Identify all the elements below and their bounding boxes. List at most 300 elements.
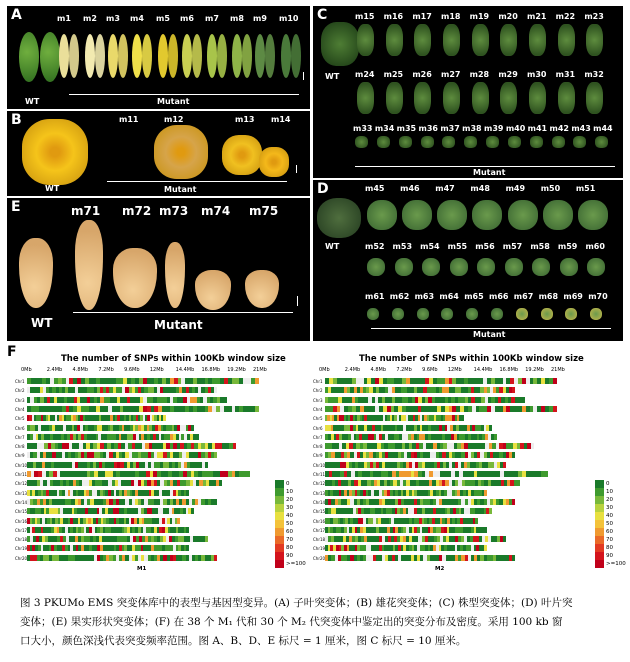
mutant-plant <box>552 136 565 148</box>
chromosome-label: Chr3 <box>15 397 25 403</box>
mutant-cotyledon <box>291 34 301 78</box>
mutant-cotyledon <box>207 34 217 78</box>
mutant-leaf <box>417 308 429 320</box>
legend-swatch <box>275 512 284 520</box>
mutant-leaf <box>367 258 385 276</box>
panel-b-male-flower <box>7 111 310 196</box>
chromosome-label: Chr20 <box>313 555 326 561</box>
chromosome-bar <box>325 508 492 514</box>
mutant-line <box>355 166 615 167</box>
heatmap-title: The number of SNPs within 100Kb window size <box>359 354 584 364</box>
mutant-plant <box>472 24 489 56</box>
chromosome-bar <box>27 415 166 421</box>
axis-tick: 19.2Mb <box>227 367 246 373</box>
mutant-label-m58: m58 <box>530 242 550 251</box>
mutant-cotyledon <box>255 34 265 78</box>
mutant-line <box>73 312 293 313</box>
wt-cotyledon <box>40 32 60 82</box>
mutant-plant <box>464 136 477 148</box>
mutant-cotyledon <box>69 34 79 78</box>
mutant-label-m7: m7 <box>205 14 219 23</box>
legend-swatch <box>275 560 284 568</box>
mutant-leaf <box>491 308 503 320</box>
chromosome-bar <box>27 425 194 431</box>
mutant-label-m31: m31 <box>555 70 576 79</box>
squash-fruit <box>165 242 185 308</box>
chromosome-bar <box>27 527 189 533</box>
mutant-label-m39: m39 <box>484 124 504 133</box>
mutant-label-m16: m16 <box>383 12 404 21</box>
chromosome-bar <box>325 536 506 542</box>
chromosome-label: Chr10 <box>15 462 28 468</box>
mutant-label-m13: m13 <box>235 115 255 124</box>
axis-tick: 14.4Mb <box>473 367 493 373</box>
chromosome-label: Chr18 <box>313 537 326 543</box>
mutant-label-m62: m62 <box>389 292 410 301</box>
chromosome-label: Chr16 <box>15 518 28 524</box>
mutant-label-m56: m56 <box>475 242 495 251</box>
chromosome-bar <box>27 545 189 551</box>
snp-density-cell <box>512 499 515 505</box>
caption-line-1: 图 3 PKUMo EMS 突变体库中的表型与基因型变异。(A) 子叶突变体；(B) 雄花突变体；(C) 株型突变体；(D) 叶片突 <box>20 597 573 609</box>
mutant-plant <box>558 24 575 56</box>
mutant-cotyledon <box>182 34 192 78</box>
legend-swatch <box>275 536 284 544</box>
mutant-leaf <box>395 258 413 276</box>
chromosome-label: Chr16 <box>313 518 326 524</box>
legend-value: 20 <box>606 497 613 503</box>
mutant-cotyledon <box>132 34 142 78</box>
chromosome-label: Chr14 <box>313 499 326 505</box>
chromosome-label: Chr18 <box>15 537 28 543</box>
chromosome-label: Chr2 <box>15 388 25 394</box>
wt-label: WT <box>325 242 340 251</box>
axis-tick: 4.8Mb <box>72 367 88 373</box>
heatmap-title: The number of SNPs within 100Kb window size <box>61 354 286 364</box>
mutant-leaf <box>472 200 502 230</box>
mutant-label-m4: m4 <box>130 14 144 23</box>
mutant-leaf <box>590 308 602 320</box>
snp-density-cell <box>489 425 492 431</box>
legend-value: 50 <box>286 521 293 527</box>
legend-swatch <box>275 496 284 504</box>
mutant-label-m21: m21 <box>527 12 547 21</box>
mutant-label-m60: m60 <box>585 242 605 251</box>
chromosome-bar <box>27 443 236 449</box>
chromosome-bar <box>325 555 515 561</box>
chromosome-label: Chr13 <box>313 490 326 496</box>
mutant-label-m5: m5 <box>156 14 170 23</box>
chromosome-label: Chr15 <box>313 509 326 515</box>
mutant-leaf <box>450 258 468 276</box>
mutant-label-m3: m3 <box>106 14 120 23</box>
mutant-plant <box>443 24 460 56</box>
mutant-leaf <box>560 258 578 276</box>
panel-e-fruit-shape <box>7 198 310 341</box>
chromosome-label: Chr11 <box>313 472 326 477</box>
mutant-plant <box>414 82 431 114</box>
wt-label: WT <box>45 184 60 193</box>
flower <box>22 119 88 185</box>
mutant-label-m71: m71 <box>71 204 101 218</box>
mutant-label-m6: m6 <box>180 14 194 23</box>
mutant-label-m23: m23 <box>584 12 604 21</box>
chromosome-label: Chr8 <box>313 444 323 450</box>
panel-d-leaf <box>313 180 623 341</box>
panel-letter: F <box>7 344 17 360</box>
mutant-label-m44: m44 <box>593 124 613 133</box>
chromosome-label: Chr8 <box>15 444 25 450</box>
snp-density-cell <box>553 378 557 384</box>
chromosome-bar <box>27 480 222 486</box>
mutant-label-m28: m28 <box>469 70 490 79</box>
snp-density-cell <box>205 462 208 468</box>
chromosome-label: Chr13 <box>15 490 28 496</box>
snp-density-cell <box>223 397 226 403</box>
mutant-label-m42: m42 <box>549 124 569 133</box>
mutant-label-m9: m9 <box>253 14 267 23</box>
squash-fruit <box>195 270 231 310</box>
mutant-label-m72: m72 <box>122 204 152 218</box>
mutant-label-m52: m52 <box>365 242 385 251</box>
mutant-cotyledon <box>232 34 242 78</box>
mutant-plant <box>386 24 403 56</box>
mutant-label: Mutant <box>473 330 506 339</box>
axis-tick: 16.8Mb <box>201 367 221 373</box>
mutant-label-m37: m37 <box>440 124 460 133</box>
mutant-label-m10: m10 <box>279 14 299 23</box>
chromosome-bar <box>27 387 217 393</box>
chromosome-label: Chr9 <box>313 453 323 459</box>
legend-swatch <box>595 504 604 512</box>
mutant-label-m14: m14 <box>271 115 291 124</box>
panel-letter: D <box>317 181 329 197</box>
mutant-label-m73: m73 <box>159 204 189 218</box>
chromosome-bar <box>27 471 250 477</box>
chromosome-label: Chr20 <box>15 555 28 561</box>
mutant-label-m19: m19 <box>469 12 490 21</box>
chromosome-bar <box>325 452 515 458</box>
mutant-plant <box>355 136 368 148</box>
wt-label: WT <box>25 97 40 106</box>
mutant-label-m59: m59 <box>557 242 578 251</box>
wt-cotyledon <box>19 32 39 82</box>
mutant-label-m64: m64 <box>439 292 459 301</box>
flower <box>222 135 262 175</box>
legend-swatch <box>595 560 604 568</box>
legend-swatch <box>595 552 604 560</box>
scale-bar <box>297 296 298 306</box>
snp-density-cell <box>517 480 520 486</box>
mutant-label-m8: m8 <box>230 14 244 23</box>
axis-tick: 9.6Mb <box>124 367 140 373</box>
snp-density-cell <box>553 406 557 412</box>
chromosome-label: Chr10 <box>313 462 326 468</box>
legend-value: 40 <box>606 513 613 519</box>
snp-density-cell <box>214 499 217 505</box>
chromosome-bar <box>325 471 548 477</box>
mutant-label-m51: m51 <box>575 184 596 193</box>
chromosome-bar <box>325 527 487 533</box>
mutant-label: Mutant <box>157 97 190 106</box>
mutant-cotyledon <box>265 34 275 78</box>
mutant-label-m20: m20 <box>498 12 518 21</box>
mutant-label: Mutant <box>164 185 197 194</box>
axis-tick: 16.8Mb <box>499 367 519 373</box>
chromosome-label: Chr14 <box>15 499 28 505</box>
mutant-plant <box>586 24 603 56</box>
mutant-label-m75: m75 <box>249 204 279 218</box>
snp-density-cell <box>484 527 487 533</box>
squash-fruit <box>19 238 53 308</box>
legend-value: 70 <box>606 537 613 543</box>
chromosome-label: Chr17 <box>15 527 28 533</box>
axis-tick: 2.4Mb <box>344 367 361 373</box>
snp-density-cell <box>214 555 217 561</box>
mutant-label-m25: m25 <box>383 70 404 79</box>
legend-swatch <box>595 520 604 528</box>
mutant-label: Mutant <box>473 168 506 177</box>
snp-density-cell <box>246 471 250 477</box>
legend-swatch <box>275 544 284 552</box>
panel-letter: C <box>317 7 328 23</box>
mutant-label-m22: m22 <box>555 12 576 21</box>
axis-tick: 12Mb <box>149 367 164 373</box>
snp-density-cell <box>512 555 515 561</box>
snp-density-cell <box>186 490 189 496</box>
mutant-label-m29: m29 <box>498 70 518 79</box>
snp-density-cell <box>521 397 524 403</box>
mutant-leaf <box>392 308 404 320</box>
mutant-leaf <box>477 258 495 276</box>
mutant-leaf <box>505 258 523 276</box>
legend-swatch <box>595 496 604 504</box>
axis-tick: 7.2Mb <box>98 367 114 373</box>
chromosome-label: Chr17 <box>313 527 326 533</box>
mutant-plant <box>586 82 603 114</box>
legend-value: 40 <box>286 513 293 519</box>
mutant-label-m33: m33 <box>353 124 373 133</box>
mutant-label-m26: m26 <box>412 70 432 79</box>
snp-density-cell <box>503 536 506 542</box>
mutant-plant <box>386 82 403 114</box>
legend-value: 90 <box>606 553 613 559</box>
mutant-label-m68: m68 <box>538 292 559 301</box>
axis-tick: 2.4Mb <box>46 367 63 373</box>
mutant-plant <box>377 136 390 148</box>
legend-value: 70 <box>286 537 293 543</box>
chromosome-bar <box>27 462 208 468</box>
axis-tick: 12Mb <box>447 367 462 373</box>
chromosome-bar <box>325 406 557 412</box>
chromosome-bar <box>325 462 506 468</box>
legend-swatch <box>595 488 604 496</box>
mutant-leaf <box>541 308 553 320</box>
mutant-plant <box>558 82 575 114</box>
mutant-cotyledon <box>95 34 105 78</box>
mutant-cotyledon <box>281 34 291 78</box>
mutant-cotyledon <box>192 34 202 78</box>
axis-tick: 19.2Mb <box>525 367 544 373</box>
legend-value: 10 <box>286 489 293 495</box>
wt-leaf <box>317 198 361 238</box>
legend-value: 0 <box>606 481 610 487</box>
mutant-label-m18: m18 <box>441 12 461 21</box>
chromosome-bar <box>325 434 497 440</box>
mutant-label-m30: m30 <box>527 70 547 79</box>
mutant-leaf <box>367 308 379 320</box>
flower <box>259 147 289 177</box>
mutant-cotyledon <box>242 34 252 78</box>
axis-tick: 7.2Mb <box>396 367 412 373</box>
legend-swatch <box>275 520 284 528</box>
wt-label: WT <box>31 316 53 330</box>
figure-caption <box>20 594 612 651</box>
mutant-plant <box>530 136 543 148</box>
legend-value: 60 <box>606 529 613 535</box>
snp-density-cell <box>163 415 165 421</box>
mutant-label-m27: m27 <box>441 70 461 79</box>
legend-value: 10 <box>606 489 613 495</box>
legend-value: 30 <box>606 505 613 511</box>
mutant-leaf <box>422 258 440 276</box>
chromosome-label: Chr12 <box>15 481 28 487</box>
mutant-label-m54: m54 <box>420 242 440 251</box>
snp-density-cell <box>512 387 515 393</box>
mutant-cotyledon <box>59 34 69 78</box>
axis-tick: 0Mb <box>319 367 330 373</box>
chromosome-bar <box>325 499 515 505</box>
snp-density-cell <box>219 480 222 486</box>
snp-density-cell <box>233 443 236 449</box>
legend-value: 20 <box>286 497 293 503</box>
snp-density-cell <box>186 545 189 551</box>
mutant-cotyledon <box>217 34 227 78</box>
mutant-label-m24: m24 <box>355 70 375 79</box>
legend-swatch <box>595 544 604 552</box>
chromosome-bar <box>27 508 194 514</box>
panel-f-snp-density <box>7 344 626 580</box>
mutant-plant <box>472 82 489 114</box>
axis-tick: 4.8Mb <box>370 367 386 373</box>
legend-value: >=100 <box>606 561 626 567</box>
snp-density-cell <box>191 425 194 431</box>
chromosome-bar <box>325 545 487 551</box>
chromosome-bar <box>325 425 492 431</box>
mutant-label-m55: m55 <box>447 242 468 251</box>
mutant-label-m12: m12 <box>164 115 184 124</box>
mutant-label-m47: m47 <box>435 184 455 193</box>
mutant-line <box>371 328 611 329</box>
scale-bar <box>296 165 297 173</box>
mutant-leaf <box>441 308 453 320</box>
chromosome-bar <box>325 490 487 496</box>
panel-letter: B <box>11 112 22 128</box>
mutant-plant <box>595 136 608 148</box>
chromosome-bar <box>27 536 208 542</box>
chromosome-bar <box>325 518 478 524</box>
snp-density-cell <box>531 443 534 449</box>
mutant-label-m35: m35 <box>396 124 417 133</box>
mutant-leaf <box>367 200 397 230</box>
legend-value: 50 <box>606 521 613 527</box>
mutant-line <box>69 94 299 95</box>
mutant-label-m57: m57 <box>502 242 523 251</box>
chromosome-label: Chr6 <box>313 425 323 431</box>
legend-swatch <box>275 480 284 488</box>
chromosome-label: Chr2 <box>313 388 323 394</box>
mutant-plant <box>529 82 546 114</box>
chromosome-label: Chr12 <box>313 481 326 487</box>
chromosome-label: Chr7 <box>15 434 25 440</box>
snp-density-cell <box>177 518 180 524</box>
chromosome-bar <box>325 443 534 449</box>
snp-density-cell <box>214 452 217 458</box>
snp-density-cell <box>512 452 515 458</box>
mutant-label-m61: m61 <box>365 292 385 301</box>
chromosome-bar <box>325 415 464 421</box>
chromosome-label: Chr4 <box>15 406 25 412</box>
chromosome-label: Chr5 <box>313 416 323 422</box>
snp-density-cell <box>255 378 259 384</box>
chromosome-label: Chr19 <box>313 546 326 552</box>
mutant-leaf <box>508 200 538 230</box>
snp-density-cell <box>475 518 478 524</box>
mutant-label-m15: m15 <box>355 12 375 21</box>
snp-density-cell <box>255 406 259 412</box>
snp-density-cell <box>461 415 463 421</box>
mutant-plant <box>421 136 434 148</box>
chromosome-label: Chr1 <box>313 379 323 384</box>
axis-tick: 0Mb <box>21 367 32 373</box>
mutant-label-m63: m63 <box>414 292 435 301</box>
mutant-cotyledon <box>158 34 168 78</box>
mutant-plant <box>500 82 517 114</box>
mutant-leaf <box>543 200 573 230</box>
mutant-leaf <box>532 258 550 276</box>
mutant-plant <box>414 24 431 56</box>
axis-tick: 21Mb <box>551 367 565 373</box>
chromosome-label: Chr15 <box>15 509 28 515</box>
mutant-plant <box>500 24 517 56</box>
mutant-cotyledon <box>168 34 178 78</box>
mutant-label-m2: m2 <box>83 14 97 23</box>
mutant-label-m66: m66 <box>489 292 509 301</box>
snp-density-cell <box>186 527 189 533</box>
legend-value: >=100 <box>286 561 306 567</box>
legend-swatch <box>275 488 284 496</box>
panel-a-cotyledon <box>7 6 310 109</box>
legend-swatch <box>595 480 604 488</box>
mutant-plant <box>357 82 374 114</box>
panel-letter: E <box>11 199 21 215</box>
chromosome-label: Chr1 <box>15 379 25 384</box>
chromosome-label: Chr9 <box>15 453 25 459</box>
legend-swatch <box>595 512 604 520</box>
legend-value: 80 <box>606 545 613 551</box>
snp-density-cell <box>191 508 194 514</box>
chromosome-bar <box>325 397 525 403</box>
chromosome-bar <box>27 490 189 496</box>
chromosome-bar <box>27 499 217 505</box>
mutant-plant <box>508 136 521 148</box>
mutant-label-m69: m69 <box>563 292 583 301</box>
mutant-label-m49: m49 <box>505 184 526 193</box>
legend-value: 30 <box>286 505 293 511</box>
mutant-label-m38: m38 <box>462 124 482 133</box>
chromosome-label: Chr5 <box>15 416 25 422</box>
mutant-leaf <box>437 200 467 230</box>
